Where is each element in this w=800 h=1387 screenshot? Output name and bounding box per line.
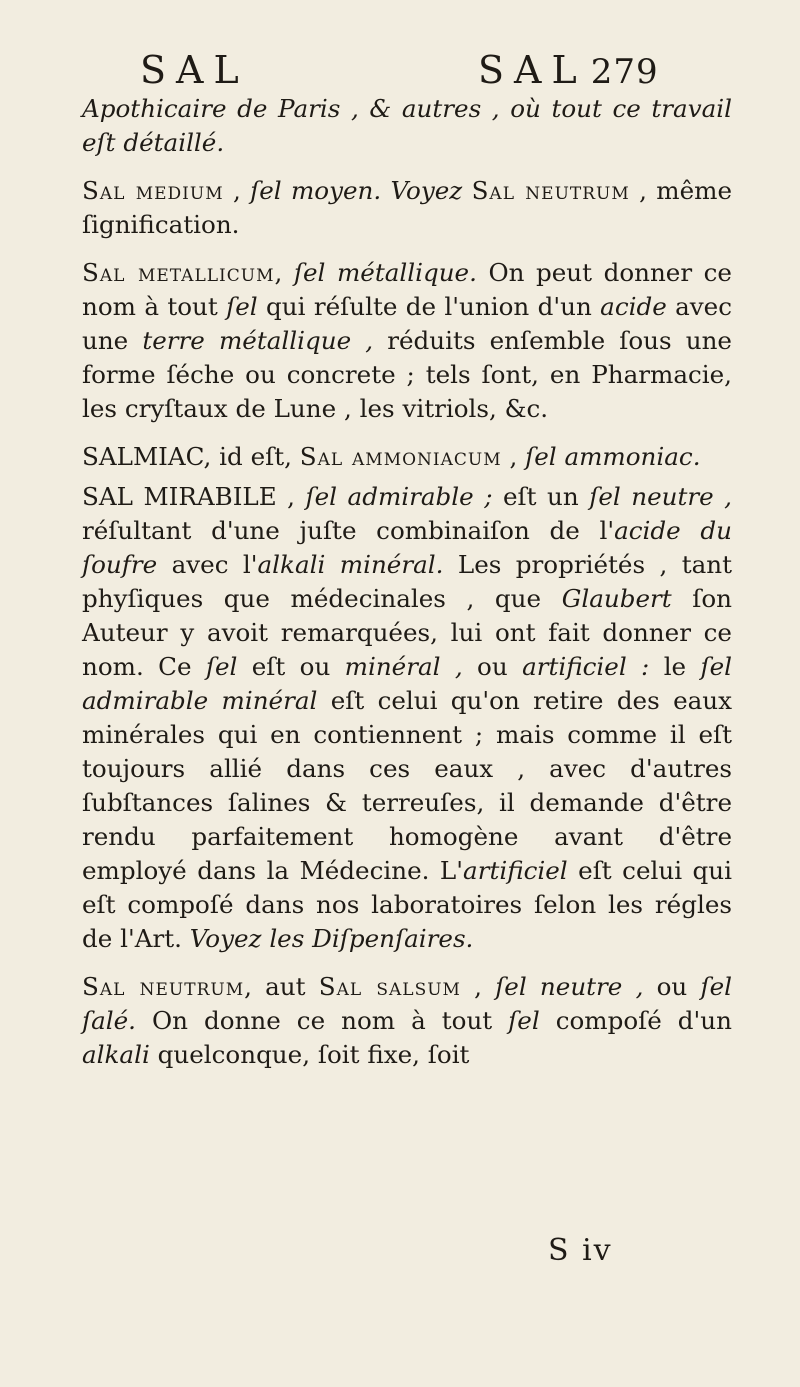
- cross-reference: Sal neutrum: [471, 176, 630, 205]
- text: eſt un: [492, 482, 590, 511]
- headword: SAL MIRABILE ,: [82, 482, 306, 511]
- text: , aut: [244, 972, 319, 1001]
- italic-text: Voyez les Diſpenſaires.: [189, 924, 474, 953]
- italic-text: ſel moyen. Voyez: [250, 176, 463, 205]
- italic-text: artificiel: [463, 856, 568, 885]
- text: eſt ou: [237, 652, 345, 681]
- text: ,: [223, 176, 251, 205]
- text: On donne ce nom à tout: [136, 1006, 509, 1035]
- text: ,: [460, 972, 496, 1001]
- text: Les propriétés , tant phyſiques que médecinales , que: [82, 550, 732, 613]
- text: qui réſulte de l'union d'un: [257, 292, 601, 321]
- continuation-text: Apothicaire de Paris , & autres , où tout ce travail eſt détaillé.: [82, 94, 732, 157]
- italic-text: acide: [600, 292, 667, 321]
- text: eſt celui qui eſt compoſé dans nos laboratoires ſelon les régles de l'Art.: [82, 856, 732, 953]
- italic-text: ſel: [205, 652, 238, 681]
- text: ,: [501, 442, 526, 471]
- italic-text: acide du ſoufre: [82, 516, 732, 579]
- entry-sal-mirabile: [82, 480, 732, 956]
- italic-text: ſel: [226, 292, 258, 321]
- italic-text: ſel ſalé.: [82, 972, 732, 1035]
- italic-text: alkali minéral.: [257, 550, 444, 579]
- italic-text: terre métallique ,: [142, 326, 374, 355]
- signature-mark: S iv: [548, 1233, 613, 1268]
- text: ou: [656, 972, 701, 1001]
- text: [462, 176, 471, 205]
- text: , même ſignification.: [82, 176, 733, 239]
- headword: Sal medium: [82, 176, 224, 205]
- text: le: [649, 652, 701, 681]
- italic-text: ſel métallique.: [293, 258, 477, 287]
- entry-sal-medium: [82, 174, 732, 242]
- text: compoſé d'un: [539, 1006, 732, 1035]
- header-right-title: [478, 48, 659, 92]
- text: ſon Auteur y avoit remarquées, lui ont fait donner ce nom. Ce: [82, 584, 732, 681]
- text: ou: [462, 652, 523, 681]
- italic-text: Glaubert: [561, 584, 672, 613]
- running-header: [118, 48, 730, 92]
- text: eſt celui qu'on retire des eaux minérales qui en contiennent ; mais comme il eſt toujours allié dans ces eaux , avec d'autres ſubſtances ſalines & terreuſes, il demande d'être rendu parfaitement homogène avant d'être employé dans la Médecine. L': [82, 686, 732, 885]
- entry-salmiac: [82, 440, 732, 474]
- text: On peut donner ce nom à tout: [82, 258, 732, 321]
- headword: Sal neutrum: [82, 972, 245, 1001]
- entry-apothicaire-continuation: [82, 92, 732, 160]
- text: ,: [274, 258, 294, 287]
- text: quelconque, ſoit fixe, ſoit: [149, 1040, 470, 1069]
- italic-text: ſel admirable ;: [305, 482, 493, 511]
- entry-sal-metallicum: [82, 256, 732, 426]
- italic-text: ſel admirable minéral: [82, 652, 732, 715]
- page-body: [82, 92, 732, 1072]
- headword: SALMIAC, id eſt,: [82, 442, 300, 471]
- italic-text: artificiel :: [522, 652, 650, 681]
- cross-reference: Sal ammoniacum: [299, 442, 502, 471]
- headword-variant: Sal salsum: [318, 972, 461, 1001]
- text: avec l': [157, 550, 258, 579]
- italic-text: alkali: [82, 1040, 150, 1069]
- italic-text: ſel ammoniac.: [525, 442, 701, 471]
- entry-sal-neutrum: [82, 970, 732, 1072]
- italic-text: ſel: [508, 1006, 540, 1035]
- headword: Sal metallicum: [82, 258, 275, 287]
- page-number: 279: [590, 52, 659, 92]
- text: réſultant d'une juſte combinaiſon de l': [82, 516, 615, 545]
- italic-text: minéral ,: [344, 652, 463, 681]
- italic-text: ſel neutre ,: [495, 972, 657, 1001]
- text: réduits enſemble ſous une forme ſéche ou concrete ; tels ſont, en Pharmacie, les cryſtaux de Lune , les vitriols, &c.: [82, 326, 732, 423]
- text: avec une: [82, 292, 733, 355]
- italic-text: ſel neutre ,: [589, 482, 732, 511]
- header-right-word: SAL: [478, 48, 587, 92]
- header-left-title: SAL: [140, 48, 249, 92]
